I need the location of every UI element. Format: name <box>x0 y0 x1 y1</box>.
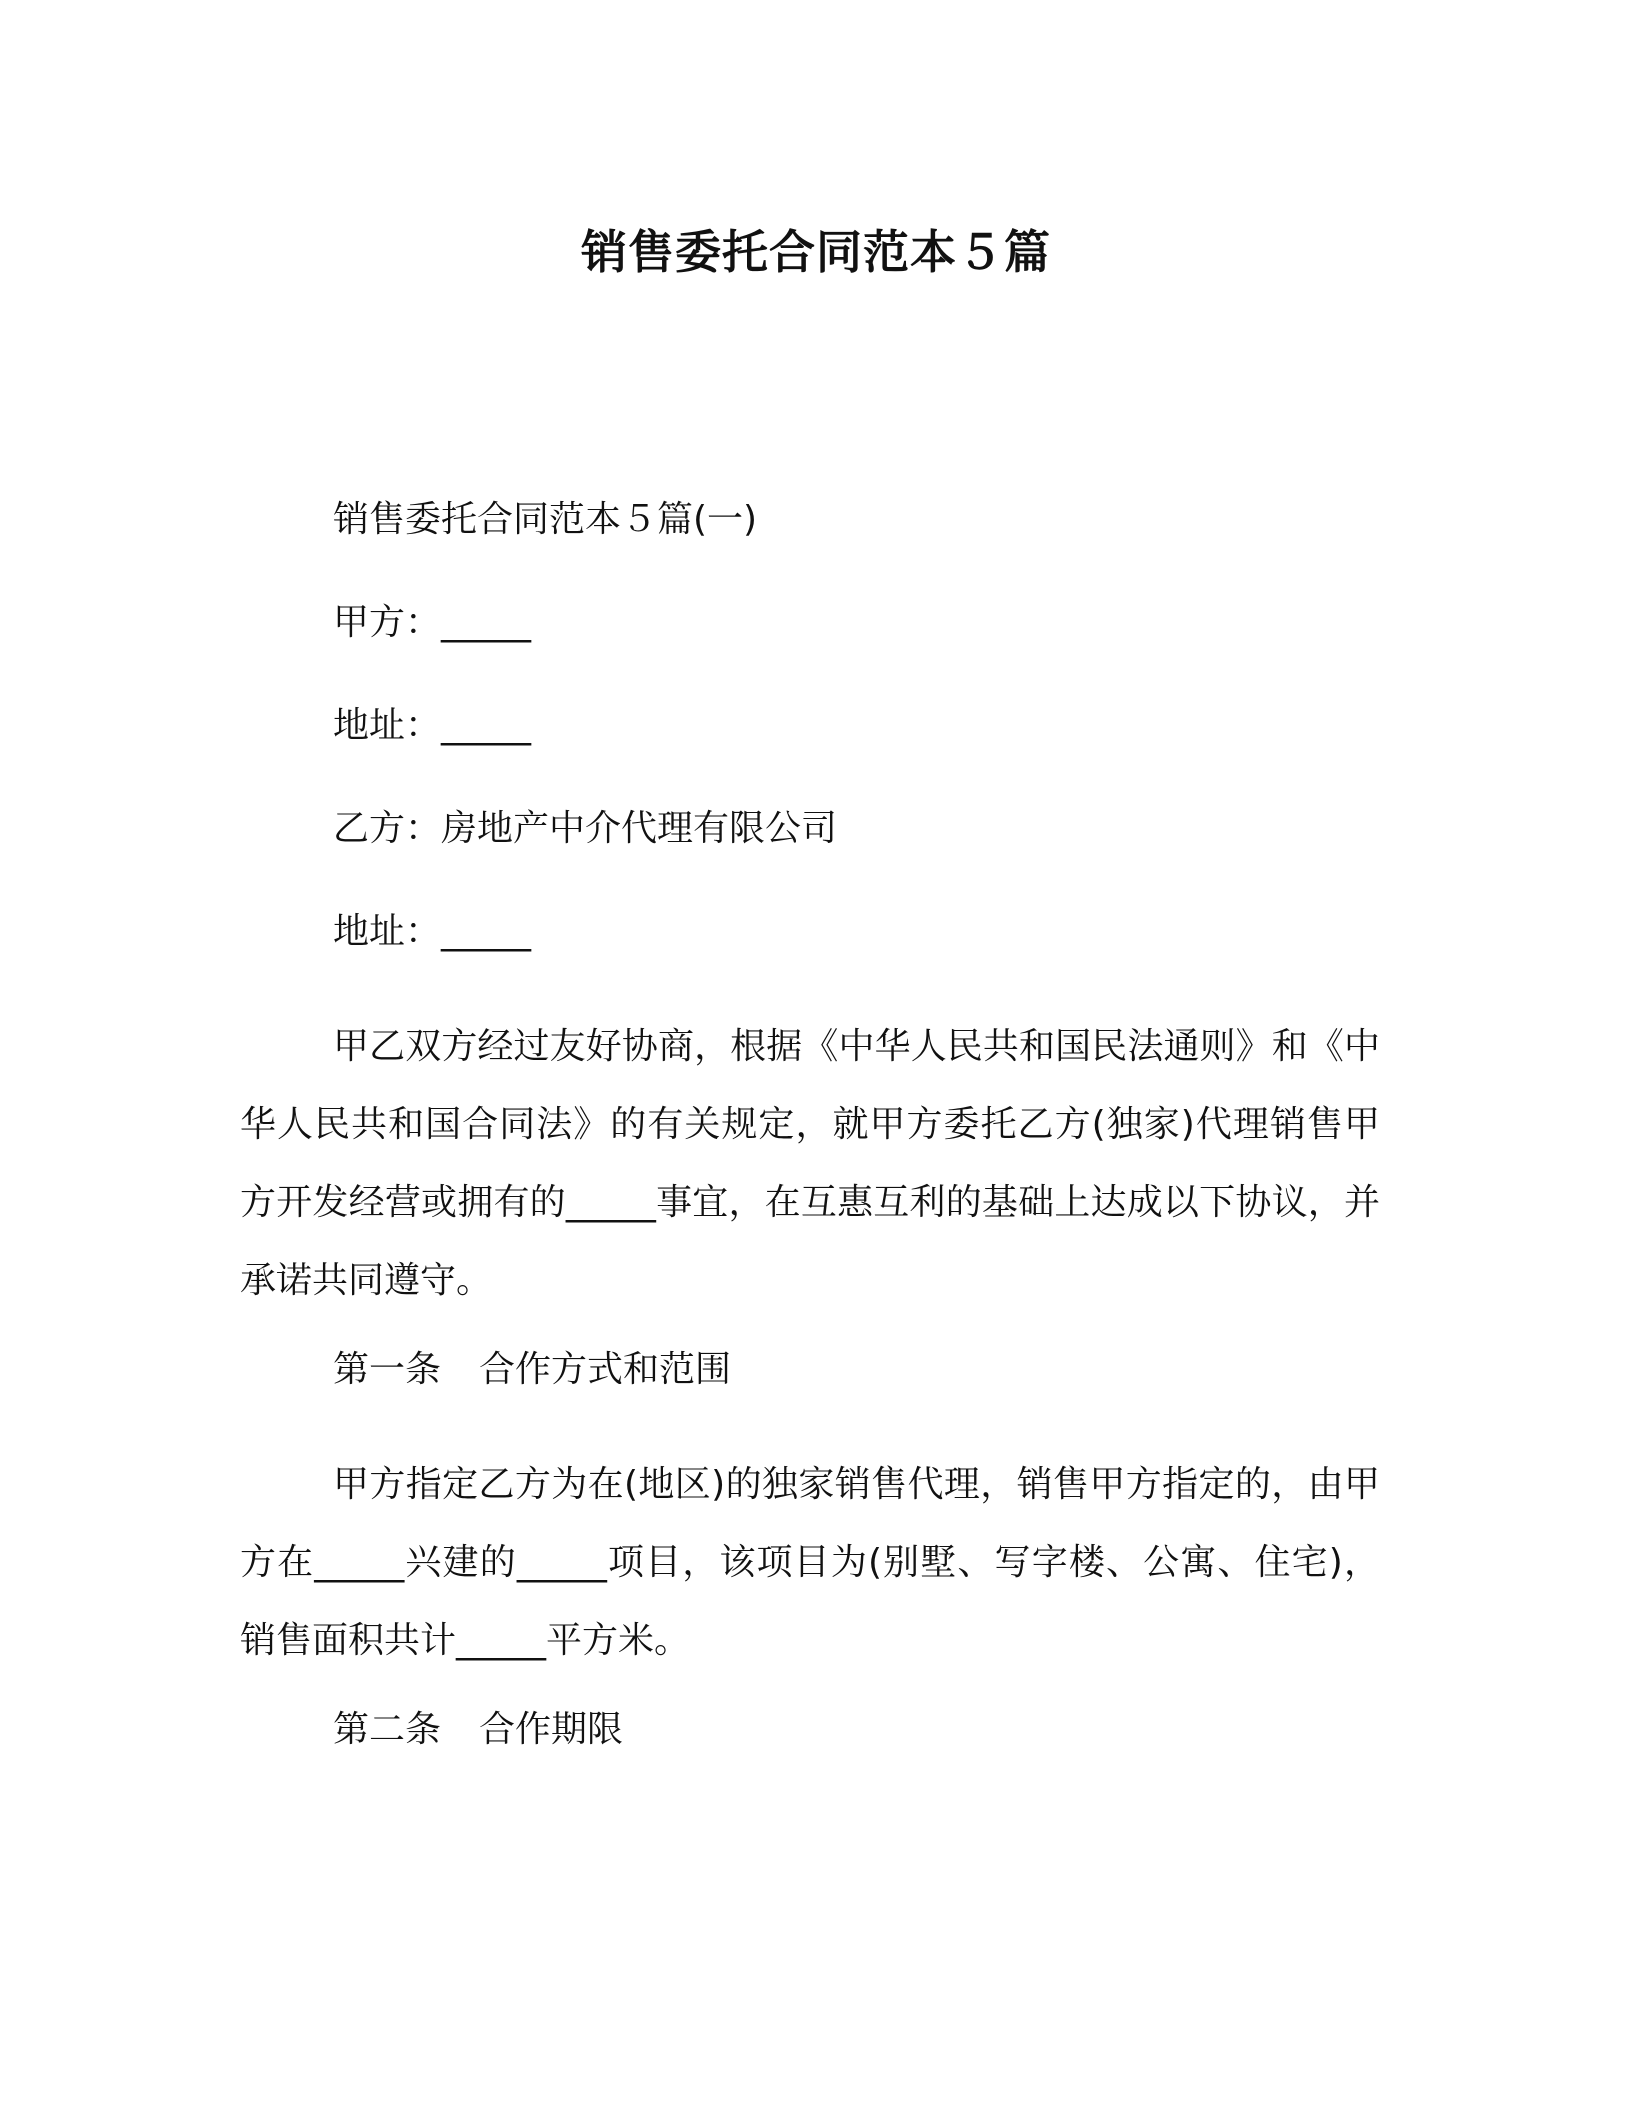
party-b-address-line: 地址：_____ <box>333 911 532 952</box>
intro-paragraph: 甲乙双方经过友好协商，根据《中华人民共和国民法通则》和《中华人民共和国合同法》的有关规定，就甲方委托乙方(独家)代理销售甲方开发经营或拥有的_____事宜，在互惠互利的基础上达成以下协议，并承诺共同遵守。 <box>240 1026 1380 1301</box>
article-2-heading <box>333 1706 623 1754</box>
party-a-line: 甲方：_____ <box>333 602 532 643</box>
party-b-line: 乙方：房地产中介代理有限公司 <box>333 808 838 849</box>
article-1-paragraph: 甲方指定乙方为在(地区)的独家销售代理，销售甲方指定的，由甲方在_____兴建的_____项目，该项目为(别墅、写字楼、公寓、住宅)，销售面积共计_____平方米。 <box>240 1464 1380 1661</box>
article-1-title: 合作方式和范围 <box>479 1349 732 1390</box>
article-2-title: 合作期限 <box>479 1709 624 1750</box>
article-1-heading <box>333 1346 731 1394</box>
article-2-number: 第二条 <box>333 1709 442 1750</box>
document-title: 销售委托合同范本５篇 <box>581 225 1051 279</box>
party-a-address-line: 地址：_____ <box>333 705 532 746</box>
contract-subtitle: 销售委托合同范本５篇(一) <box>333 499 758 540</box>
article-1-number: 第一条 <box>333 1349 442 1390</box>
